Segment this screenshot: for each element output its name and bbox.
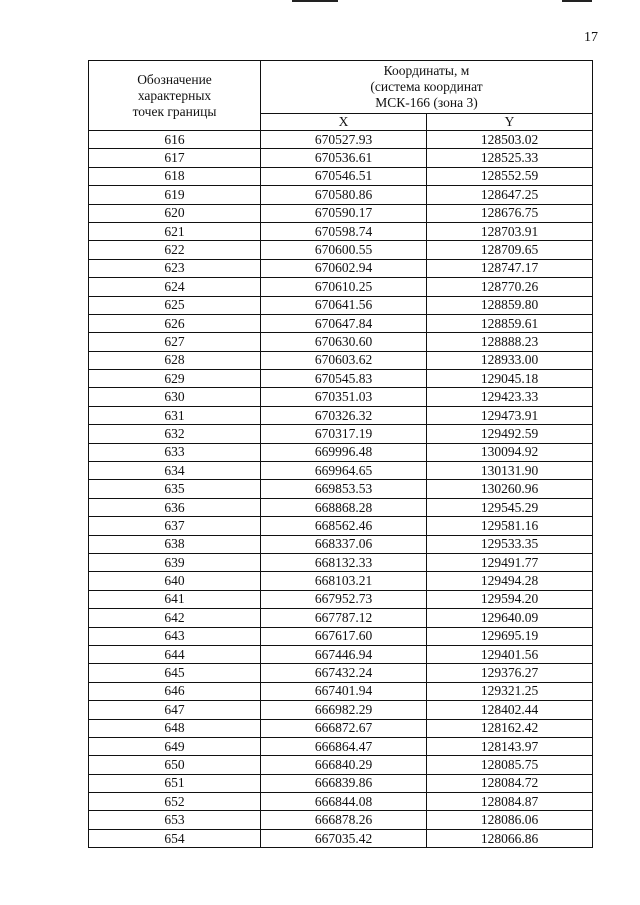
- y-coordinate-cell: 128676.75: [427, 204, 593, 222]
- y-coordinate-cell: 129581.16: [427, 517, 593, 535]
- y-coordinate-cell: 129492.59: [427, 425, 593, 443]
- x-coordinate-cell: 666864.47: [261, 737, 427, 755]
- y-coordinate-cell: 129640.09: [427, 609, 593, 627]
- table-row: [89, 149, 593, 167]
- table-row: [89, 443, 593, 461]
- y-coordinate-cell: 128503.02: [427, 131, 593, 149]
- table-row: [89, 664, 593, 682]
- point-id-cell: 641: [89, 590, 261, 608]
- point-id-cell: 652: [89, 793, 261, 811]
- x-coordinate-cell: 670545.83: [261, 370, 427, 388]
- table-row: [89, 314, 593, 332]
- point-id-cell: 646: [89, 682, 261, 700]
- x-coordinate-cell: 666872.67: [261, 719, 427, 737]
- point-id-cell: 630: [89, 388, 261, 406]
- table-row: [89, 167, 593, 185]
- y-coordinate-cell: 128859.61: [427, 314, 593, 332]
- y-coordinate-cell: 128703.91: [427, 222, 593, 240]
- x-coordinate-cell: 666982.29: [261, 701, 427, 719]
- x-coordinate-cell: 670580.86: [261, 186, 427, 204]
- table-row: [89, 627, 593, 645]
- y-coordinate-cell: 129321.25: [427, 682, 593, 700]
- point-id-cell: 624: [89, 278, 261, 296]
- top-edge-mark: [292, 0, 338, 2]
- y-coordinate-cell: 128859.80: [427, 296, 593, 314]
- x-coordinate-cell: 667432.24: [261, 664, 427, 682]
- point-id-cell: 629: [89, 370, 261, 388]
- y-coordinate-cell: 128709.65: [427, 241, 593, 259]
- point-id-cell: 617: [89, 149, 261, 167]
- x-coordinate-cell: 666839.86: [261, 774, 427, 792]
- point-id-cell: 620: [89, 204, 261, 222]
- table-body: [89, 131, 593, 848]
- x-coordinate-cell: 666840.29: [261, 756, 427, 774]
- table-row: [89, 278, 593, 296]
- x-coordinate-cell: 667617.60: [261, 627, 427, 645]
- x-coordinate-cell: 667401.94: [261, 682, 427, 700]
- x-coordinate-cell: 667787.12: [261, 609, 427, 627]
- y-coordinate-cell: 130260.96: [427, 480, 593, 498]
- x-coordinate-cell: 666878.26: [261, 811, 427, 829]
- y-coordinate-cell: 128647.25: [427, 186, 593, 204]
- y-coordinate-cell: 129491.77: [427, 553, 593, 571]
- table-header: [89, 61, 593, 131]
- point-id-cell: 618: [89, 167, 261, 185]
- x-coordinate-cell: 670326.32: [261, 406, 427, 424]
- point-id-cell: 623: [89, 259, 261, 277]
- y-coordinate-cell: 128888.23: [427, 333, 593, 351]
- y-coordinate-cell: 128086.06: [427, 811, 593, 829]
- point-id-cell: 654: [89, 829, 261, 847]
- point-id-cell: 622: [89, 241, 261, 259]
- x-coordinate-cell: 670546.51: [261, 167, 427, 185]
- x-coordinate-cell: 670603.62: [261, 351, 427, 369]
- y-coordinate-cell: 129494.28: [427, 572, 593, 590]
- y-coordinate-cell: 128402.44: [427, 701, 593, 719]
- point-column-header: [89, 61, 261, 131]
- top-edge-mark: [562, 0, 592, 2]
- point-id-cell: 619: [89, 186, 261, 204]
- y-coordinate-cell: 130094.92: [427, 443, 593, 461]
- x-coordinate-cell: 670647.84: [261, 314, 427, 332]
- table-row: [89, 462, 593, 480]
- x-coordinate-cell: 666844.08: [261, 793, 427, 811]
- table-row: [89, 737, 593, 755]
- point-id-cell: 632: [89, 425, 261, 443]
- coordinates-group-header: [261, 61, 593, 114]
- y-coordinate-cell: 128552.59: [427, 167, 593, 185]
- x-coordinate-cell: 668132.33: [261, 553, 427, 571]
- table-row: [89, 682, 593, 700]
- table-row: [89, 425, 593, 443]
- table-row: [89, 131, 593, 149]
- table-row: [89, 186, 593, 204]
- point-id-cell: 636: [89, 498, 261, 516]
- point-id-cell: 626: [89, 314, 261, 332]
- x-column-header: X: [261, 114, 427, 131]
- y-coordinate-cell: 129423.33: [427, 388, 593, 406]
- table-row: [89, 719, 593, 737]
- point-id-cell: 635: [89, 480, 261, 498]
- table-row: [89, 553, 593, 571]
- x-coordinate-cell: 670351.03: [261, 388, 427, 406]
- x-coordinate-cell: 669996.48: [261, 443, 427, 461]
- x-coordinate-cell: 667446.94: [261, 645, 427, 663]
- coordinates-group-header-label: Координаты, м (система координат МСК-166 (зона 3): [370, 63, 483, 110]
- table-row: [89, 517, 593, 535]
- table-row: [89, 351, 593, 369]
- table-row: [89, 498, 593, 516]
- point-id-cell: 634: [89, 462, 261, 480]
- y-coordinate-cell: 128162.42: [427, 719, 593, 737]
- table-row: [89, 480, 593, 498]
- table-row: [89, 204, 593, 222]
- point-id-cell: 621: [89, 222, 261, 240]
- point-id-cell: 633: [89, 443, 261, 461]
- y-coordinate-cell: 128747.17: [427, 259, 593, 277]
- point-id-cell: 637: [89, 517, 261, 535]
- point-id-cell: 647: [89, 701, 261, 719]
- table-row: [89, 609, 593, 627]
- point-id-cell: 631: [89, 406, 261, 424]
- table-row: [89, 296, 593, 314]
- table-row: [89, 701, 593, 719]
- x-coordinate-cell: 668103.21: [261, 572, 427, 590]
- table-row: [89, 259, 593, 277]
- y-coordinate-cell: 130131.90: [427, 462, 593, 480]
- x-coordinate-cell: 669964.65: [261, 462, 427, 480]
- table-row: [89, 756, 593, 774]
- table-row: [89, 333, 593, 351]
- point-id-cell: 643: [89, 627, 261, 645]
- point-id-cell: 645: [89, 664, 261, 682]
- table-row: [89, 388, 593, 406]
- point-column-header-label: Обозначение характерных точек границы: [132, 71, 217, 119]
- table-row: [89, 793, 593, 811]
- point-id-cell: 628: [89, 351, 261, 369]
- x-coordinate-cell: 670600.55: [261, 241, 427, 259]
- y-column-header: Y: [427, 114, 593, 131]
- x-coordinate-cell: 669853.53: [261, 480, 427, 498]
- x-coordinate-cell: 670602.94: [261, 259, 427, 277]
- table-row: [89, 535, 593, 553]
- table-row: [89, 572, 593, 590]
- point-id-cell: 638: [89, 535, 261, 553]
- point-id-cell: 649: [89, 737, 261, 755]
- point-id-cell: 651: [89, 774, 261, 792]
- y-coordinate-cell: 129473.91: [427, 406, 593, 424]
- x-coordinate-cell: 668337.06: [261, 535, 427, 553]
- y-coordinate-cell: 129376.27: [427, 664, 593, 682]
- y-coordinate-cell: 128066.86: [427, 829, 593, 847]
- y-coordinate-cell: 128085.75: [427, 756, 593, 774]
- table-row: [89, 370, 593, 388]
- point-id-cell: 653: [89, 811, 261, 829]
- y-coordinate-cell: 128084.72: [427, 774, 593, 792]
- x-coordinate-cell: 670317.19: [261, 425, 427, 443]
- x-coordinate-cell: 670630.60: [261, 333, 427, 351]
- page-number: 17: [584, 30, 598, 45]
- point-id-cell: 648: [89, 719, 261, 737]
- point-id-cell: 627: [89, 333, 261, 351]
- y-coordinate-cell: 128084.87: [427, 793, 593, 811]
- y-coordinate-cell: 129545.29: [427, 498, 593, 516]
- x-coordinate-cell: 667035.42: [261, 829, 427, 847]
- y-coordinate-cell: 128143.97: [427, 737, 593, 755]
- x-coordinate-cell: 668562.46: [261, 517, 427, 535]
- y-coordinate-cell: 129695.19: [427, 627, 593, 645]
- x-coordinate-cell: 670527.93: [261, 131, 427, 149]
- point-id-cell: 650: [89, 756, 261, 774]
- point-id-cell: 644: [89, 645, 261, 663]
- x-coordinate-cell: 670536.61: [261, 149, 427, 167]
- x-coordinate-cell: 670598.74: [261, 222, 427, 240]
- x-coordinate-cell: 667952.73: [261, 590, 427, 608]
- x-coordinate-cell: 670641.56: [261, 296, 427, 314]
- y-coordinate-cell: 128770.26: [427, 278, 593, 296]
- table-row: [89, 590, 593, 608]
- table-row: [89, 829, 593, 847]
- point-id-cell: 640: [89, 572, 261, 590]
- table-row: [89, 811, 593, 829]
- x-coordinate-cell: 670590.17: [261, 204, 427, 222]
- y-coordinate-cell: 129045.18: [427, 370, 593, 388]
- y-coordinate-cell: 129594.20: [427, 590, 593, 608]
- table-row: [89, 222, 593, 240]
- y-coordinate-cell: 129401.56: [427, 645, 593, 663]
- x-coordinate-cell: 670610.25: [261, 278, 427, 296]
- point-id-cell: 616: [89, 131, 261, 149]
- coordinates-table: [88, 60, 593, 848]
- point-id-cell: 642: [89, 609, 261, 627]
- y-coordinate-cell: 129533.35: [427, 535, 593, 553]
- point-id-cell: 639: [89, 553, 261, 571]
- table-row: [89, 774, 593, 792]
- table-row: [89, 241, 593, 259]
- table-row: [89, 406, 593, 424]
- y-coordinate-cell: 128525.33: [427, 149, 593, 167]
- table-row: [89, 645, 593, 663]
- point-id-cell: 625: [89, 296, 261, 314]
- y-coordinate-cell: 128933.00: [427, 351, 593, 369]
- x-coordinate-cell: 668868.28: [261, 498, 427, 516]
